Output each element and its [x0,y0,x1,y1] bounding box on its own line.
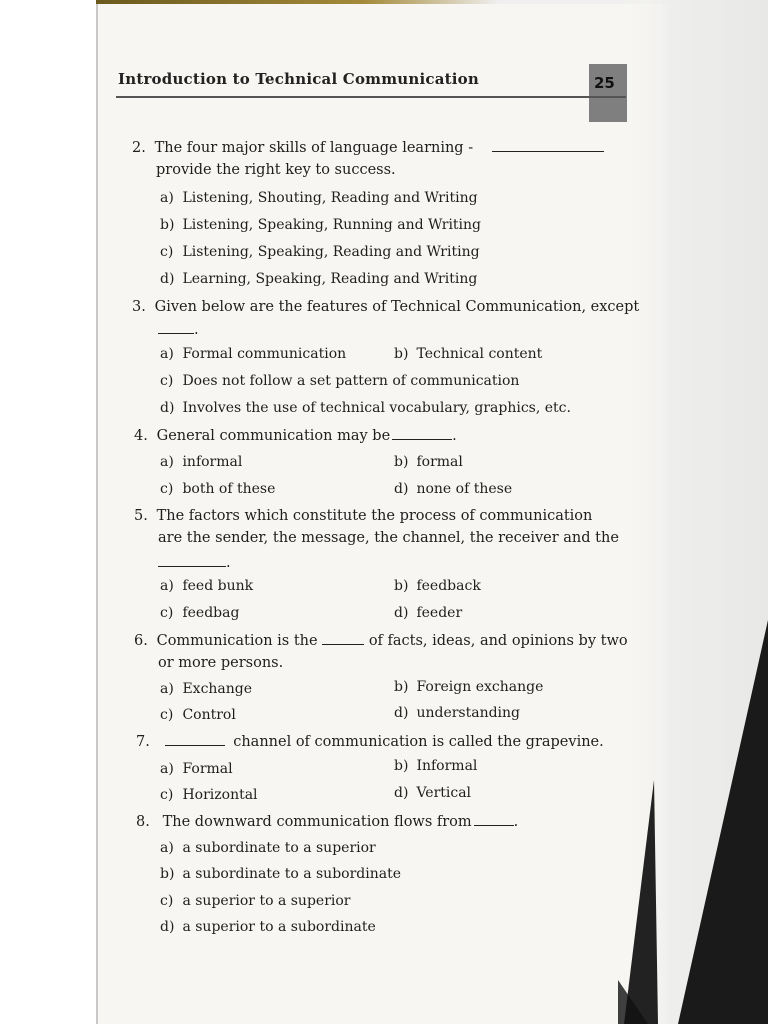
option-label: b) [394,346,409,362]
option-text: both of these [182,481,276,497]
question-text-line1: The downward communication flows from [162,814,472,830]
option-label: a) [160,761,174,777]
option-text: understanding [416,705,521,721]
option-7c [160,787,258,803]
answer-blank [165,733,225,746]
option-label: b) [394,758,409,774]
option-5b [394,578,481,594]
option-2b [160,217,481,233]
option-text: Listening, Speaking, Running and Writing [182,217,482,233]
option-text: Involves the use of technical vocabulary, graphics, etc. [182,400,571,416]
question-number: 3. [132,299,146,315]
option-label: c) [160,605,174,621]
option-5a [160,578,253,594]
question-6-line2: or more persons. [158,655,284,671]
page-number-box [589,64,627,122]
option-3c [160,373,519,389]
question-number: 7. [136,734,150,750]
option-label: c) [160,707,174,723]
question-5-line2: are the sender, the message, the channel, the receiver and the [158,530,619,546]
header-rule [116,96,626,98]
answer-blank [474,813,514,826]
question-2-line2: provide the right key to success. [156,162,396,178]
option-text: none of these [416,481,513,497]
question-text-line1: General communication may be [156,428,391,444]
option-7a [160,761,233,777]
option-label: b) [394,454,409,470]
question-text-end: . [513,814,519,830]
option-6c [160,707,236,723]
option-label: c) [160,787,174,803]
option-text: Informal [416,758,478,774]
option-label: a) [160,840,174,856]
option-label: d) [160,271,175,287]
option-label: c) [160,893,174,909]
option-5d [394,605,462,621]
option-label: d) [160,400,175,416]
option-label: d) [394,481,409,497]
question-3-line2 [158,320,199,341]
option-text: feed bunk [182,578,254,594]
option-text: Listening, Shouting, Reading and Writing [182,190,478,206]
page-number: 25 [594,74,615,92]
question-5-line3 [158,553,231,574]
option-text: Control [182,707,236,723]
question-text-line1: channel of communication is called the grapevine. [233,734,604,750]
option-text: a subordinate to a subordinate [182,866,401,882]
option-2c [160,244,480,260]
question-text-line1: The four major skills of language learning - [154,140,474,156]
option-3b [394,346,542,362]
option-2a [160,190,478,206]
question-text-line1b: of facts, ideas, and opinions by two [368,633,628,649]
option-label: d) [394,705,409,721]
option-3d [160,400,571,416]
option-label: c) [160,481,174,497]
question-2 [132,138,604,159]
option-label: b) [160,866,175,882]
question-3 [132,297,639,318]
option-6b [394,679,543,695]
question-text-line1: Given below are the features of Technical Communication, except [154,299,640,315]
page-binding-shadow [618,0,768,1024]
question-number: 6. [134,633,148,649]
option-7b [394,758,477,774]
question-8 [136,812,518,833]
option-label: a) [160,190,174,206]
question-text-line1a: Communication is the [156,633,318,649]
question-text-line2: . [194,322,199,338]
option-text: Exchange [182,681,253,697]
option-text: Does not follow a set pattern of communication [182,373,520,389]
option-text: Formal communication [182,346,347,362]
answer-blank [158,554,226,567]
option-text: feedbag [182,605,240,621]
option-label: c) [160,373,174,389]
question-4 [134,426,457,447]
answer-blank [322,632,364,645]
option-7d [394,785,471,801]
question-number: 5. [134,508,148,524]
option-label: a) [160,454,174,470]
option-2d [160,271,477,287]
option-8c [160,893,350,909]
question-text-line3: . [226,555,231,571]
answer-blank [492,139,604,152]
option-label: b) [394,578,409,594]
option-text: Vertical [416,785,472,801]
option-label: a) [160,681,174,697]
option-label: d) [394,605,409,621]
option-4d [394,481,512,497]
option-8b [160,866,401,882]
option-text: formal [416,454,463,470]
option-label: a) [160,346,174,362]
option-6a [160,681,252,697]
option-label: c) [160,244,174,260]
option-text: feeder [416,605,463,621]
option-8a [160,840,376,856]
option-text: a superior to a superior [182,893,351,909]
question-text-line1: The factors which constitute the process of communication [156,508,593,524]
question-5 [134,506,592,527]
option-label: b) [394,679,409,695]
answer-blank [392,427,452,440]
question-7 [136,732,604,753]
option-text: Horizontal [182,787,258,803]
option-3a [160,346,346,362]
option-text: feedback [416,578,481,594]
question-text-end: . [452,428,457,444]
option-text: a subordinate to a superior [182,840,376,856]
option-text: Formal [182,761,233,777]
option-4c [160,481,275,497]
option-6d [394,705,520,721]
option-5c [160,605,239,621]
option-8d [160,919,376,935]
option-text: Technical content [416,346,543,362]
option-text: Foreign exchange [416,679,544,695]
question-number: 2. [132,140,146,156]
option-4b [394,454,463,470]
option-label: d) [160,919,175,935]
answer-blank [158,321,194,334]
option-label: b) [160,217,175,233]
question-number: 8. [136,814,150,830]
running-header-title: Introduction to Technical Communication [118,70,479,88]
option-text: informal [182,454,243,470]
option-text: a superior to a subordinate [182,919,376,935]
option-label: d) [394,785,409,801]
option-4a [160,454,242,470]
option-text: Learning, Speaking, Reading and Writing [182,271,478,287]
question-number: 4. [134,428,148,444]
page-left-edge [96,0,98,1024]
option-text: Listening, Speaking, Reading and Writing [182,244,480,260]
question-6 [134,631,628,652]
option-label: a) [160,578,174,594]
